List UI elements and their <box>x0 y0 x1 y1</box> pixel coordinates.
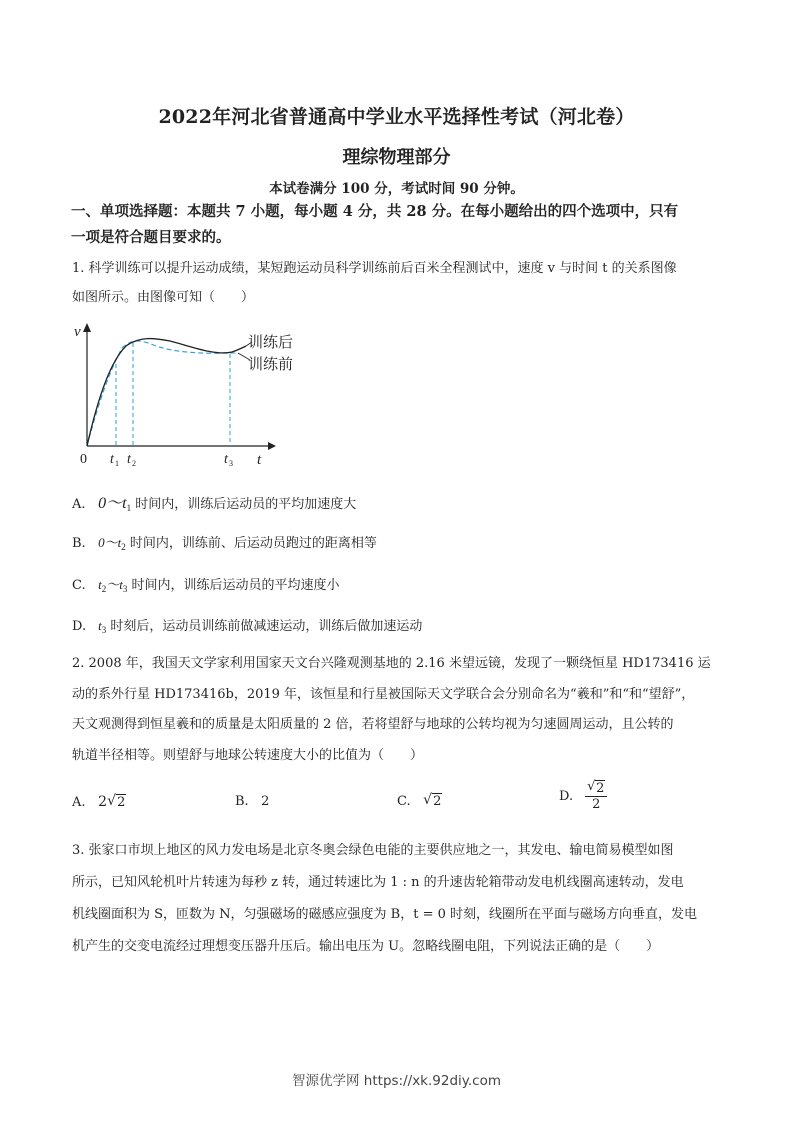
q1-option-b-sub: 2 <box>121 542 126 552</box>
graph-x-label: t <box>257 452 262 468</box>
q2-stem-line1: 2. 2008 年，我国天文学家利用国家天文台兴隆观测基地的 2.16 米望远镜，发现了一颗绕恒星 HD173416 运 <box>72 656 711 671</box>
q1-option-c-label: C. <box>72 578 86 593</box>
q2-option-d[interactable] <box>559 781 607 812</box>
q3-stem-line4: 机产生的交变电流经过理想变压器升压后。输出电压为 U。忽略线圈电阻，下列说法正确的是（ ） <box>72 939 660 954</box>
graph-t1-sub: 1 <box>115 459 119 468</box>
graph-y-arrow <box>83 323 91 332</box>
q2-option-c-sqrt: √ 2 <box>423 792 442 809</box>
page-footer-link[interactable]: 智源优学网 https://xk.92diy.com <box>292 1073 501 1089</box>
q2-stem-line2: 动的系外行星 HD173416b，2019 年，该恒星和行星被国际天文学联合会分别命名为“羲和”和“和“望舒”， <box>72 687 695 702</box>
q1-option-a-sub: 1 <box>126 503 132 513</box>
q2-option-a-label: A. <box>72 795 86 810</box>
q3-stem-line2: 所示，已知风轮机叶片转速为每秒 z 转，通过转速比为 1 : n 的升速齿轮箱带动发电机线圈高速转动，发电 <box>72 875 684 890</box>
exam-note: 本试卷满分 100 分，考试时间 90 分钟。 <box>269 181 524 197</box>
q1-stem-line2: 如图所示。由图像可知（ ） <box>72 290 255 305</box>
q1-option-d-text: 时刻后，运动员训练前做减速运动，训练后做加速运动 <box>110 619 423 634</box>
graph-t2-label: t <box>127 452 131 467</box>
q2-option-a-radicand: 2 <box>117 795 126 810</box>
q1-option-d-label: D. <box>72 619 87 634</box>
q2-option-d-label: D. <box>559 789 574 804</box>
q1-option-a-text: 时间内，训练后运动员的平均加速度大 <box>135 497 357 512</box>
q1-stem-line1: 1. 科学训练可以提升运动成绩，某短跑运动员科学训练前后百米全程测试中，速度 v 与时间 t 的关系图像 <box>72 261 677 276</box>
q1-option-b-math: 0～t <box>98 535 122 550</box>
q2-option-c-radicand: 2 <box>433 794 442 809</box>
section-heading-line2: 一项是符合题目要求的。 <box>71 229 231 246</box>
q1-option-b-text: 时间内，训练前、后运动员跑过的距离相等 <box>129 536 377 551</box>
graph-before-curve <box>87 341 238 446</box>
q1-option-c-math2: ～t <box>106 577 123 592</box>
q3-stem-line1: 3. 张家口市坝上地区的风力发电场是北京冬奥会绿色电能的主要供应地之一，其发电、输电简易模型如图 <box>72 843 674 858</box>
graph-x-arrow <box>268 442 276 450</box>
q2-option-b-label: B. <box>235 794 249 809</box>
q2-stem-line4: 轨道半径相等。则望舒与地球公转速度大小的比值为（ ） <box>72 748 424 763</box>
graph-after-label: 训练后 <box>248 333 294 351</box>
q2-option-a[interactable] <box>72 794 126 810</box>
graph-y-label: v <box>74 324 81 340</box>
q2-option-b-value: 2 <box>261 794 270 809</box>
q2-stem-line3: 天文观测得到恒星羲和的质量是太阳质量的 2 倍，若将望舒与地球的公转均视为匀速圆周运动，且公转的 <box>72 717 674 732</box>
section-heading <box>71 199 731 251</box>
q1-option-d-sub: 3 <box>101 625 107 635</box>
q1-option-a-math: 0～t <box>98 495 127 512</box>
graph-origin-label: 0 <box>80 452 87 467</box>
q2-option-d-denominator: 2 <box>592 797 601 812</box>
q1-option-d-math: t <box>98 618 102 633</box>
q1-option-c-sub2: 3 <box>122 584 128 594</box>
q3-stem-line3: 机线圈面积为 S，匝数为 N，匀强磁场的磁感应强度为 B，t = 0 时刻，线圈所在平面与磁场方向垂直，发电 <box>72 907 698 922</box>
graph-after-curve <box>87 339 246 446</box>
q2-option-a-sqrt: √ 2 <box>107 793 126 810</box>
graph-before-label: 训练前 <box>248 355 294 373</box>
q2-option-c-label: C. <box>397 794 411 809</box>
q1-option-d[interactable] <box>72 615 422 635</box>
q1-option-a[interactable] <box>72 490 356 513</box>
q1-option-c-math1: t <box>98 577 102 592</box>
exam-title: 2022年河北省普通高中学业水平选择性考试（河北卷） <box>158 106 635 128</box>
q1-option-b[interactable] <box>72 532 377 552</box>
q2-option-d-fraction: √ 2 2 <box>585 781 607 812</box>
q1-velocity-time-graph <box>70 318 310 470</box>
graph-t3-label: t <box>224 452 228 467</box>
graph-t1-label: t <box>110 452 114 467</box>
q1-option-c-sub1: 2 <box>101 584 107 594</box>
graph-t2-sub: 2 <box>132 459 136 468</box>
section-heading-line1: 一、单项选择题：本题共 7 小题，每小题 4 分，共 28 分。在每小题给出的四个选项中，只有 <box>71 203 679 220</box>
q2-option-a-coef: 2 <box>98 794 108 810</box>
q2-option-b[interactable] <box>235 794 269 809</box>
q2-option-c[interactable] <box>397 794 442 809</box>
graph-t3-sub: 3 <box>229 459 233 468</box>
q1-option-c[interactable] <box>72 574 340 594</box>
q1-option-c-text: 时间内，训练后运动员的平均速度小 <box>131 578 340 593</box>
exam-subtitle: 理综物理部分 <box>342 147 451 168</box>
q1-option-a-label: A. <box>72 497 86 512</box>
q2-option-d-numerator: 2 <box>596 781 605 796</box>
q1-option-b-label: B. <box>72 536 86 551</box>
